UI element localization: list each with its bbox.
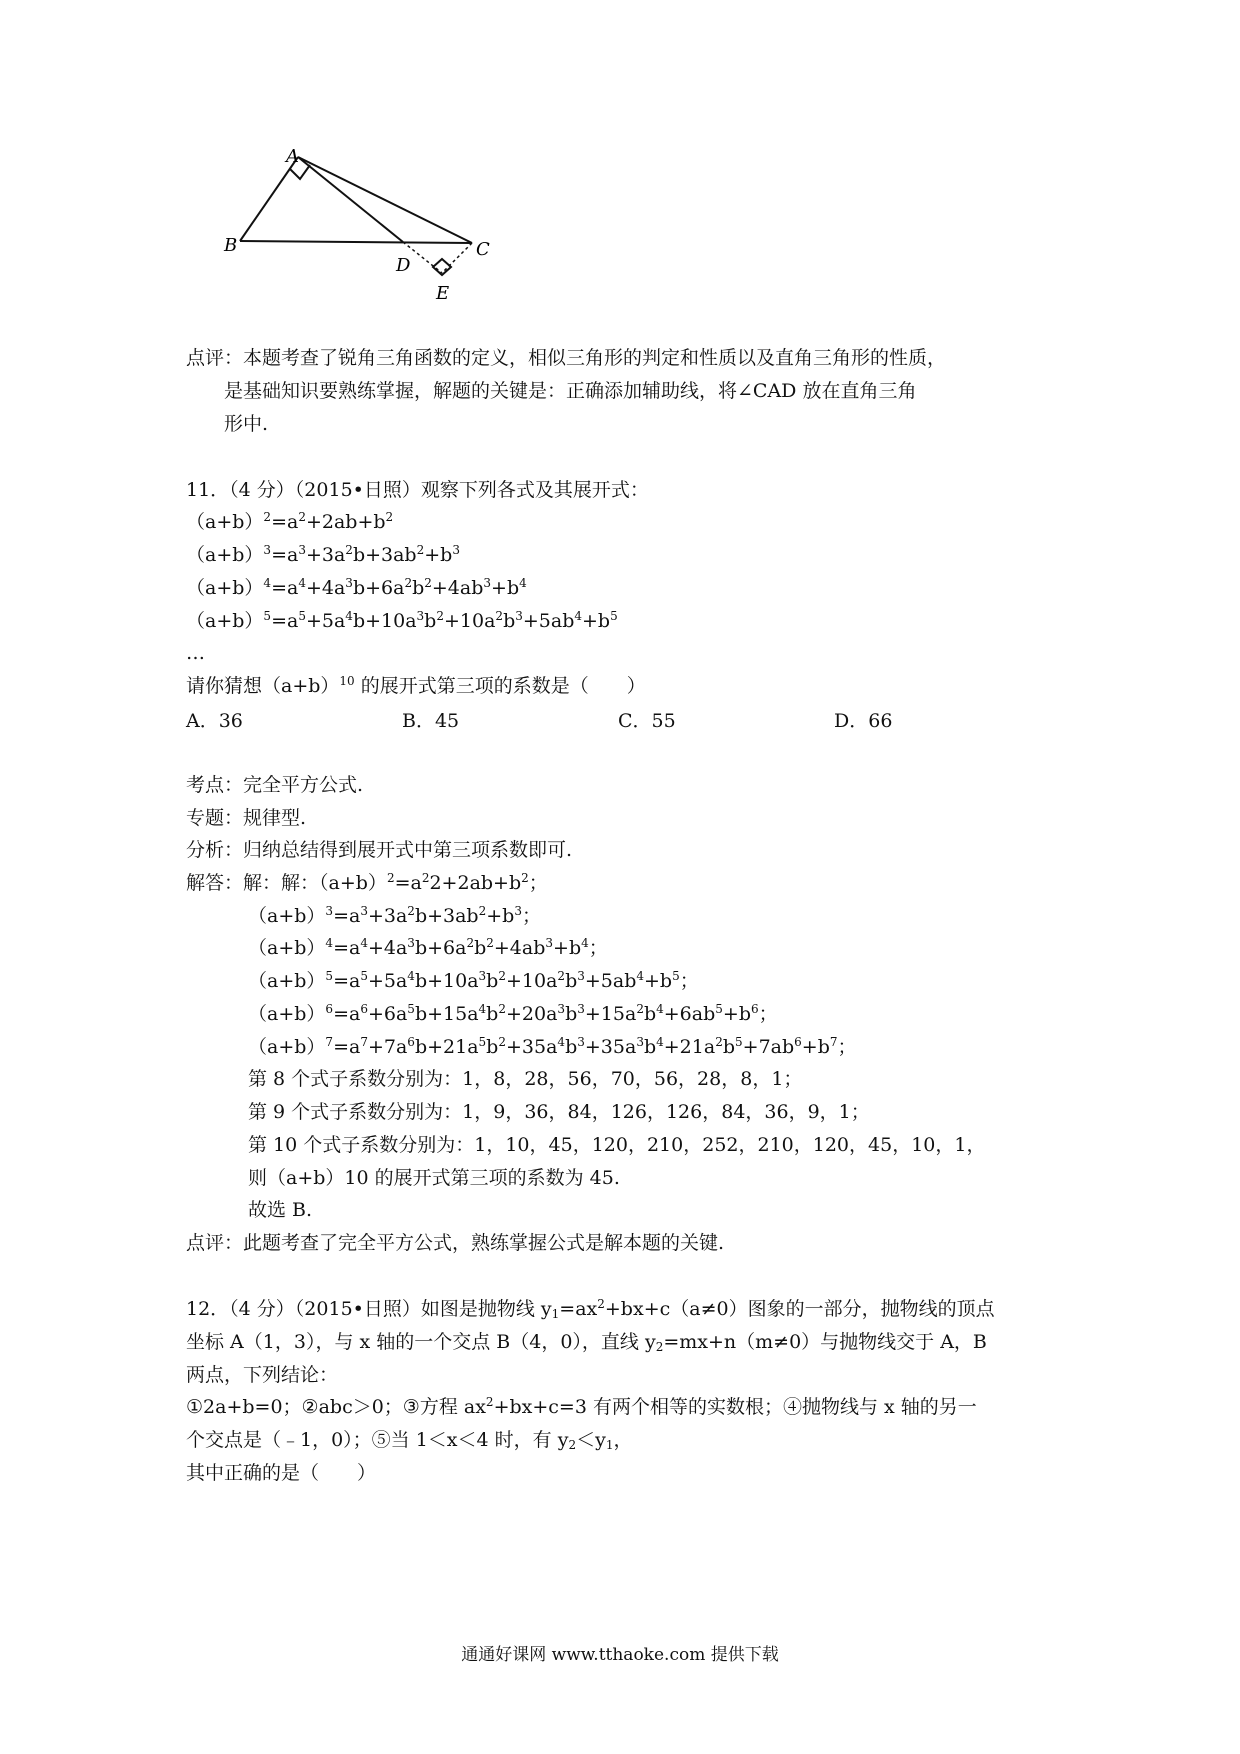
label-a: A	[286, 146, 299, 167]
q11-zhuanti: 专题：规律型.	[186, 807, 307, 829]
option-a: A．36	[186, 710, 243, 732]
q11-fenxi: 分析：归纳总结得到展开式中第三项系数即可.	[186, 839, 573, 861]
q11-ellipsis: …	[186, 642, 205, 664]
q12-line2: 坐标 A（1，3），与 x 轴的一个交点 B（4，0），直线 $y_2=mx+n(m\ne 0)$与抛物线交于 A，B	[186, 1331, 987, 1354]
q11-coef8: 第 8 个式子系数分别为：1，8，28，56，70，56，28，8，1；	[248, 1068, 803, 1090]
q11-answer-line4: $(a+b)^5=a^5+5a^4b+10a^3b^2+10a^2b^3+5ab^4+b^5$；	[248, 969, 699, 992]
triangle-figure	[224, 146, 510, 305]
q11-expansion-4: $(a+b)^4=a^4+4a^3b+6a^2b^2+4ab^3+b^4$	[186, 576, 527, 599]
q11-expansion-5: $(a+b)^5=a^5+5a^4b+10a^3b^2+10a^2b^3+5ab^4+b^5$	[186, 609, 618, 632]
segment-ab	[240, 157, 298, 241]
q11-choose: 故选 B.	[248, 1199, 313, 1221]
q11-expansion-3: $(a+b)^3=a^3+3a^2b+3ab^2+b^3$	[186, 543, 460, 566]
right-angle-a	[290, 165, 310, 179]
q12-line5: 个交点是（﹣1，0）；⑤当 1＜x＜4 时，有 $y_2<y_1$，	[186, 1429, 633, 1452]
page-footer: 通通好课网 www.tthaoke.com 提供下载	[461, 1645, 779, 1665]
q11-answer-line6: $(a+b)^7=a^7+7a^6b+21a^5b^2+35a^4b^3+35a^3b^4+21a^2b^5+7ab^6+b^7$；	[248, 1035, 857, 1058]
q11-answer-line1: 解答：解：解：$(a+b)^2=a^22+2ab+b^2$；	[186, 871, 548, 894]
q12-line1: 12．（4 分）（2015•日照）如图是抛物线 $y_1=ax^2+bx+c(a\ne 0)$图象的一部分，抛物线的顶点	[186, 1297, 995, 1321]
segment-ad	[298, 157, 403, 242]
comment10-line1: 点评：本题考查了锐角三角函数的定义，相似三角形的判定和性质以及直角三角形的性质，	[186, 347, 947, 369]
q11-coef10: 第 10 个式子系数分别为：1，10，45，120，210，252，210，120，45，10，1，	[248, 1134, 986, 1156]
label-c: C	[476, 239, 490, 260]
q11-title: 11．（4 分）（2015•日照）观察下列各式及其展开式：	[186, 479, 649, 501]
option-b: B．45	[402, 710, 460, 732]
option-d: D．66	[834, 710, 893, 732]
q11-question: 请你猜想$(a+b)^{10}$ 的展开式第三项的系数是（ ）	[186, 674, 646, 697]
q11-kaodian: 考点：完全平方公式.	[186, 774, 364, 796]
segment-ce	[442, 243, 472, 273]
q11-expansion-2: $(a+b)^2=a^2+2ab+b^2$	[186, 510, 394, 533]
option-c: C．55	[618, 710, 676, 732]
q12-line4: ①2a+b=0；②abc＞0；③方程 $ax^2+bx+c=3$ 有两个相等的实数根；④抛物线与 x 轴的另一	[186, 1395, 977, 1418]
q11-answer-line2: $(a+b)^3=a^3+3a^2b+3ab^2+b^3$；	[248, 904, 541, 927]
label-e: E	[436, 283, 450, 304]
q11-coef9: 第 9 个式子系数分别为：1，9，36，84，126，126，84，36，9，1；	[248, 1101, 870, 1123]
q11-comment: 点评：此题考查了完全平方公式，熟练掌握公式是解本题的关键.	[186, 1232, 725, 1254]
label-b: B	[224, 235, 238, 256]
label-d: D	[396, 255, 411, 276]
segment-ac	[298, 157, 472, 243]
comment10-line3: 形中.	[224, 413, 269, 435]
q12-line3: 两点，下列结论：	[186, 1364, 339, 1386]
q11-answer-line5: $(a+b)^6=a^6+6a^5b+15a^4b^2+20a^3b^3+15a^2b^4+6ab^5+b^6$；	[248, 1002, 778, 1025]
comment10-line2: 是基础知识要熟练掌握，解题的关键是：正确添加辅助线，将∠CAD 放在直角三角	[224, 380, 917, 402]
q11-answer-line3: $(a+b)^4=a^4+4a^3b+6a^2b^2+4ab^3+b^4$；	[248, 936, 608, 959]
segment-bc	[240, 241, 472, 243]
q12-line6: 其中正确的是（ ）	[186, 1462, 377, 1484]
q11-result: 则（a+b）10 的展开式第三项的系数为 45.	[248, 1167, 620, 1189]
